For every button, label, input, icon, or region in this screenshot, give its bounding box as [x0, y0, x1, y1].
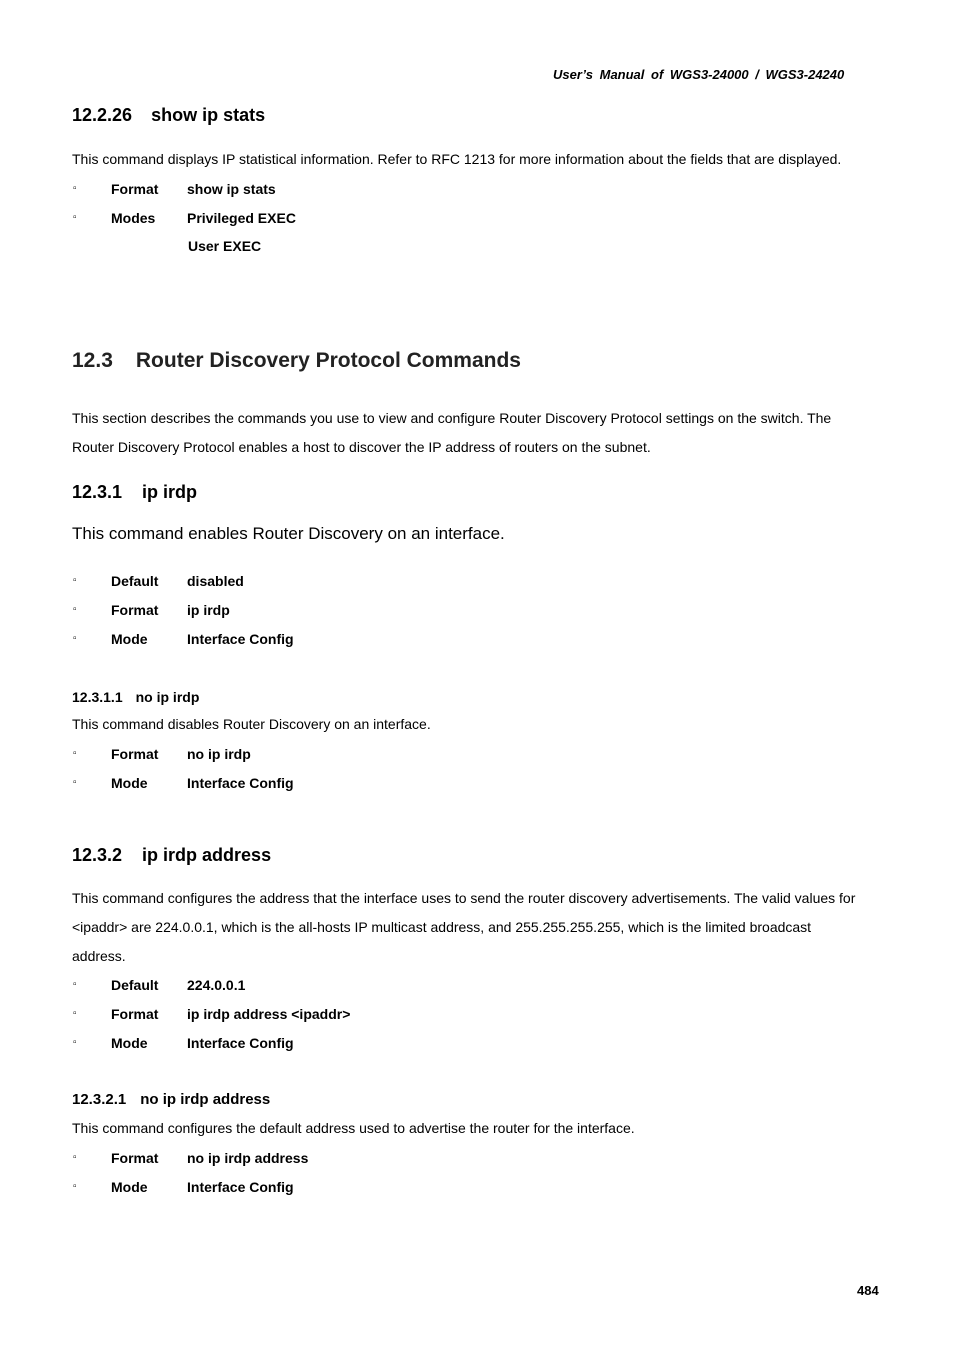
- bullet-icon: ▫: [73, 1037, 77, 1048]
- bullet-icon: ▫: [73, 748, 77, 759]
- bullet-icon: ▫: [73, 212, 77, 223]
- paragraph: This command enables Router Discovery on an interface.: [72, 524, 505, 543]
- section-title: ip irdp address: [142, 845, 272, 865]
- section-heading-12-2-26: [72, 105, 265, 126]
- format-label: Format: [111, 746, 159, 762]
- section-heading-12-3-2: [72, 845, 271, 866]
- section-title: no ip irdp address: [140, 1091, 271, 1108]
- section-number: 12.3: [72, 349, 113, 372]
- section-number: 12.3.1.1: [72, 689, 123, 705]
- mode-label: Mode: [111, 1035, 148, 1051]
- paragraph: This command disables Router Discovery on an interface.: [72, 716, 431, 732]
- section-title: ip irdp: [142, 482, 198, 502]
- paragraph: This command configures the address that the interface uses to send the router discovery advertisements. The valid values for: [72, 890, 856, 906]
- format-value: show ip stats: [187, 181, 276, 197]
- section-number: 12.3.2: [72, 845, 123, 865]
- default-label: Default: [111, 977, 159, 993]
- running-header: User’s Manual of WGS3-24000 / WGS3-24240: [553, 67, 845, 82]
- section-heading-12-3-1-1: [72, 689, 199, 705]
- modes-value: User EXEC: [188, 238, 262, 254]
- paragraph: This command displays IP statistical information. Refer to RFC 1213 for more information about the fields that are displayed.: [72, 151, 842, 167]
- paragraph: This command configures the default address used to advertise the router for the interface.: [72, 1120, 635, 1136]
- default-value: disabled: [187, 573, 244, 589]
- format-value: ip irdp: [187, 602, 230, 618]
- bullet-icon: ▫: [73, 979, 77, 990]
- paragraph: This section describes the commands you use to view and configure Router Discovery Protocol settings on the switch. The: [72, 410, 832, 426]
- default-label: Default: [111, 573, 159, 589]
- modes-label: Modes: [111, 210, 156, 226]
- paragraph: <ipaddr> are 224.0.0.1, which is the all-hosts IP multicast address, and 255.255.255.255, which is the limited broadcast: [72, 919, 812, 935]
- section-number: 12.3.2.1: [72, 1091, 127, 1108]
- bullet-icon: ▫: [73, 1008, 77, 1019]
- bullet-icon: ▫: [73, 777, 77, 788]
- mode-value: Interface Config: [187, 1179, 294, 1195]
- section-title: Router Discovery Protocol Commands: [135, 349, 521, 372]
- bullet-icon: ▫: [73, 633, 77, 644]
- mode-label: Mode: [111, 1179, 148, 1195]
- section-heading-12-3-2-1: [72, 1091, 270, 1108]
- format-label: Format: [111, 602, 159, 618]
- mode-value: Interface Config: [187, 631, 294, 647]
- format-value: no ip irdp: [187, 746, 251, 762]
- format-label: Format: [111, 1150, 159, 1166]
- mode-value: Interface Config: [187, 775, 294, 791]
- bullet-icon: ▫: [73, 604, 77, 615]
- section-title: no ip irdp: [135, 689, 200, 705]
- format-label: Format: [111, 1006, 159, 1022]
- default-value: 224.0.0.1: [187, 977, 246, 993]
- bullet-icon: ▫: [73, 1152, 77, 1163]
- mode-label: Mode: [111, 631, 148, 647]
- section-number: 12.3.1: [72, 482, 123, 502]
- page-number: 484: [857, 1283, 879, 1298]
- section-title: show ip stats: [151, 105, 266, 125]
- mode-value: Interface Config: [187, 1035, 294, 1051]
- format-value: no ip irdp address: [187, 1150, 309, 1166]
- format-value: ip irdp address <ipaddr>: [187, 1006, 351, 1022]
- section-number: 12.2.26: [72, 105, 133, 125]
- mode-label: Mode: [111, 775, 148, 791]
- section-heading-12-3-1: [72, 482, 197, 503]
- bullet-icon: ▫: [73, 575, 77, 586]
- bullet-icon: ▫: [73, 1181, 77, 1192]
- modes-value: Privileged EXEC: [187, 210, 296, 226]
- format-label: Format: [111, 181, 159, 197]
- paragraph: address.: [72, 948, 126, 964]
- paragraph: Router Discovery Protocol enables a host to discover the IP address of routers on the subnet.: [72, 439, 651, 455]
- section-heading-12-3: [72, 349, 521, 373]
- bullet-icon: ▫: [73, 183, 77, 194]
